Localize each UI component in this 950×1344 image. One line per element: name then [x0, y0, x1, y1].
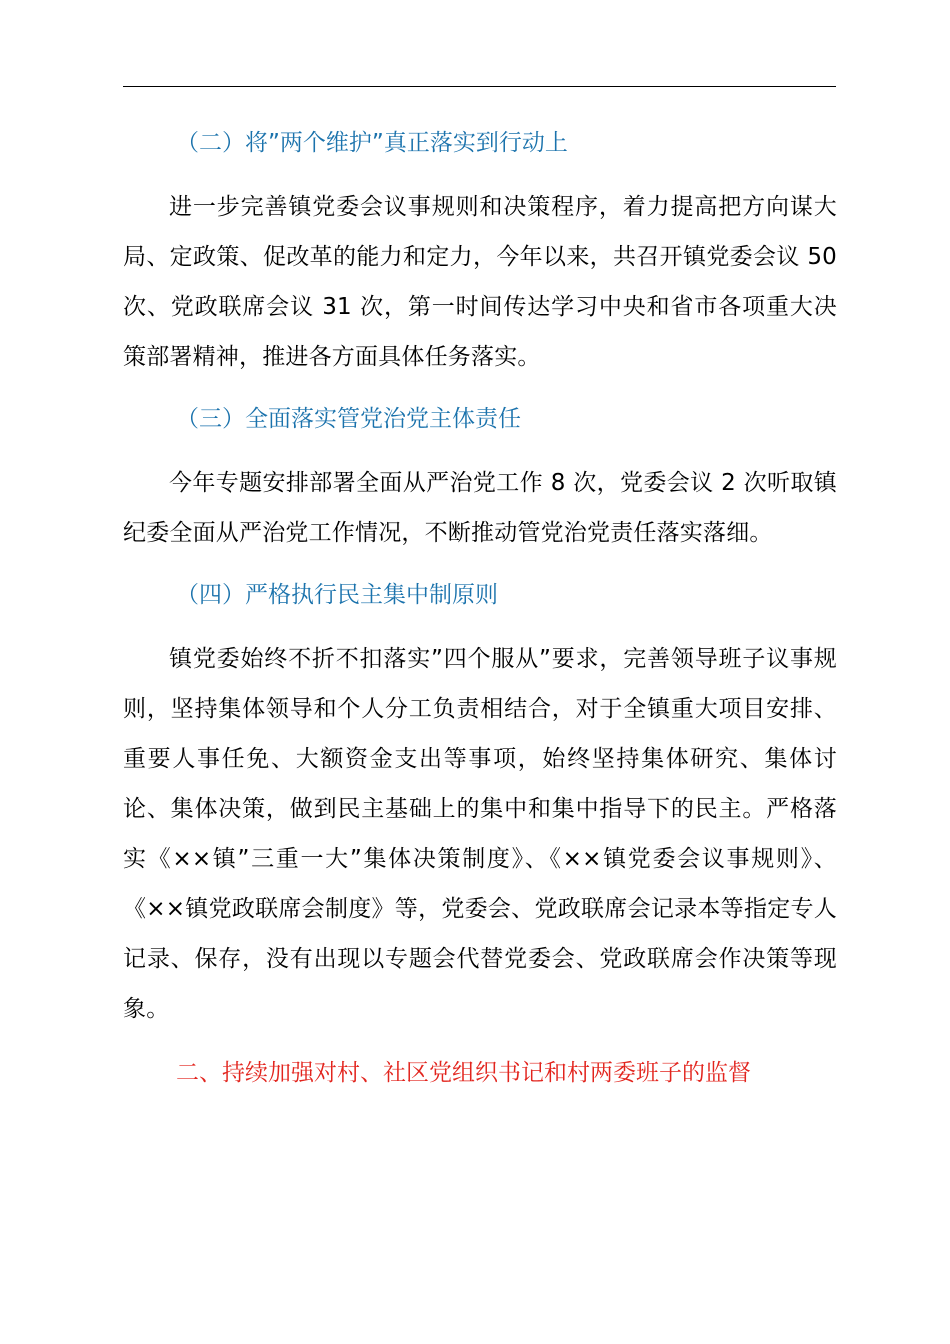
- section-heading-4: （四）严格执行民主集中制原则: [176, 582, 498, 608]
- header-rule: [123, 86, 836, 87]
- document-body: [123, 118, 837, 1098]
- main-section-heading: 二、持续加强对村、社区党组织书记和村两委班子的监督: [176, 1060, 751, 1086]
- section-heading-3: （三）全面落实管党治党主体责任: [176, 406, 521, 432]
- section-heading-2: （二）将”两个维护”真正落实到行动上: [176, 130, 568, 156]
- section-paragraph-3: 今年专题安排部署全面从严治党工作 8 次，党委会议 2 次听取镇纪委全面从严治党工作情况，不断推动管党治党责任落实落细。: [123, 470, 837, 546]
- section-paragraph-4: 镇党委始终不折不扣落实”四个服从”要求，完善领导班子议事规则，坚持集体领导和个人分工负责相结合，对于全镇重大项目安排、重要人事任免、大额资金支出等事项，始终坚持集体研究、集体讨论、集体决策，做到民主基础上的集中和集中指导下的民主。严格落实《××镇”三重一大”集体决策制度》、《××镇党委会议事规则》、《××镇党政联席会制度》等，党委会、党政联席会记录本等指定专人记录、保存，没有出现以专题会代替党委会、党政联席会作决策等现象。: [123, 646, 837, 1022]
- section-paragraph-2: 进一步完善镇党委会议事规则和决策程序，着力提高把方向谋大局、定政策、促改革的能力和定力，今年以来，共召开镇党委会议 50 次、党政联席会议 31 次，第一时间传达学习中央和省市各项重大决策部署精神，推进各方面具体任务落实。: [123, 194, 837, 370]
